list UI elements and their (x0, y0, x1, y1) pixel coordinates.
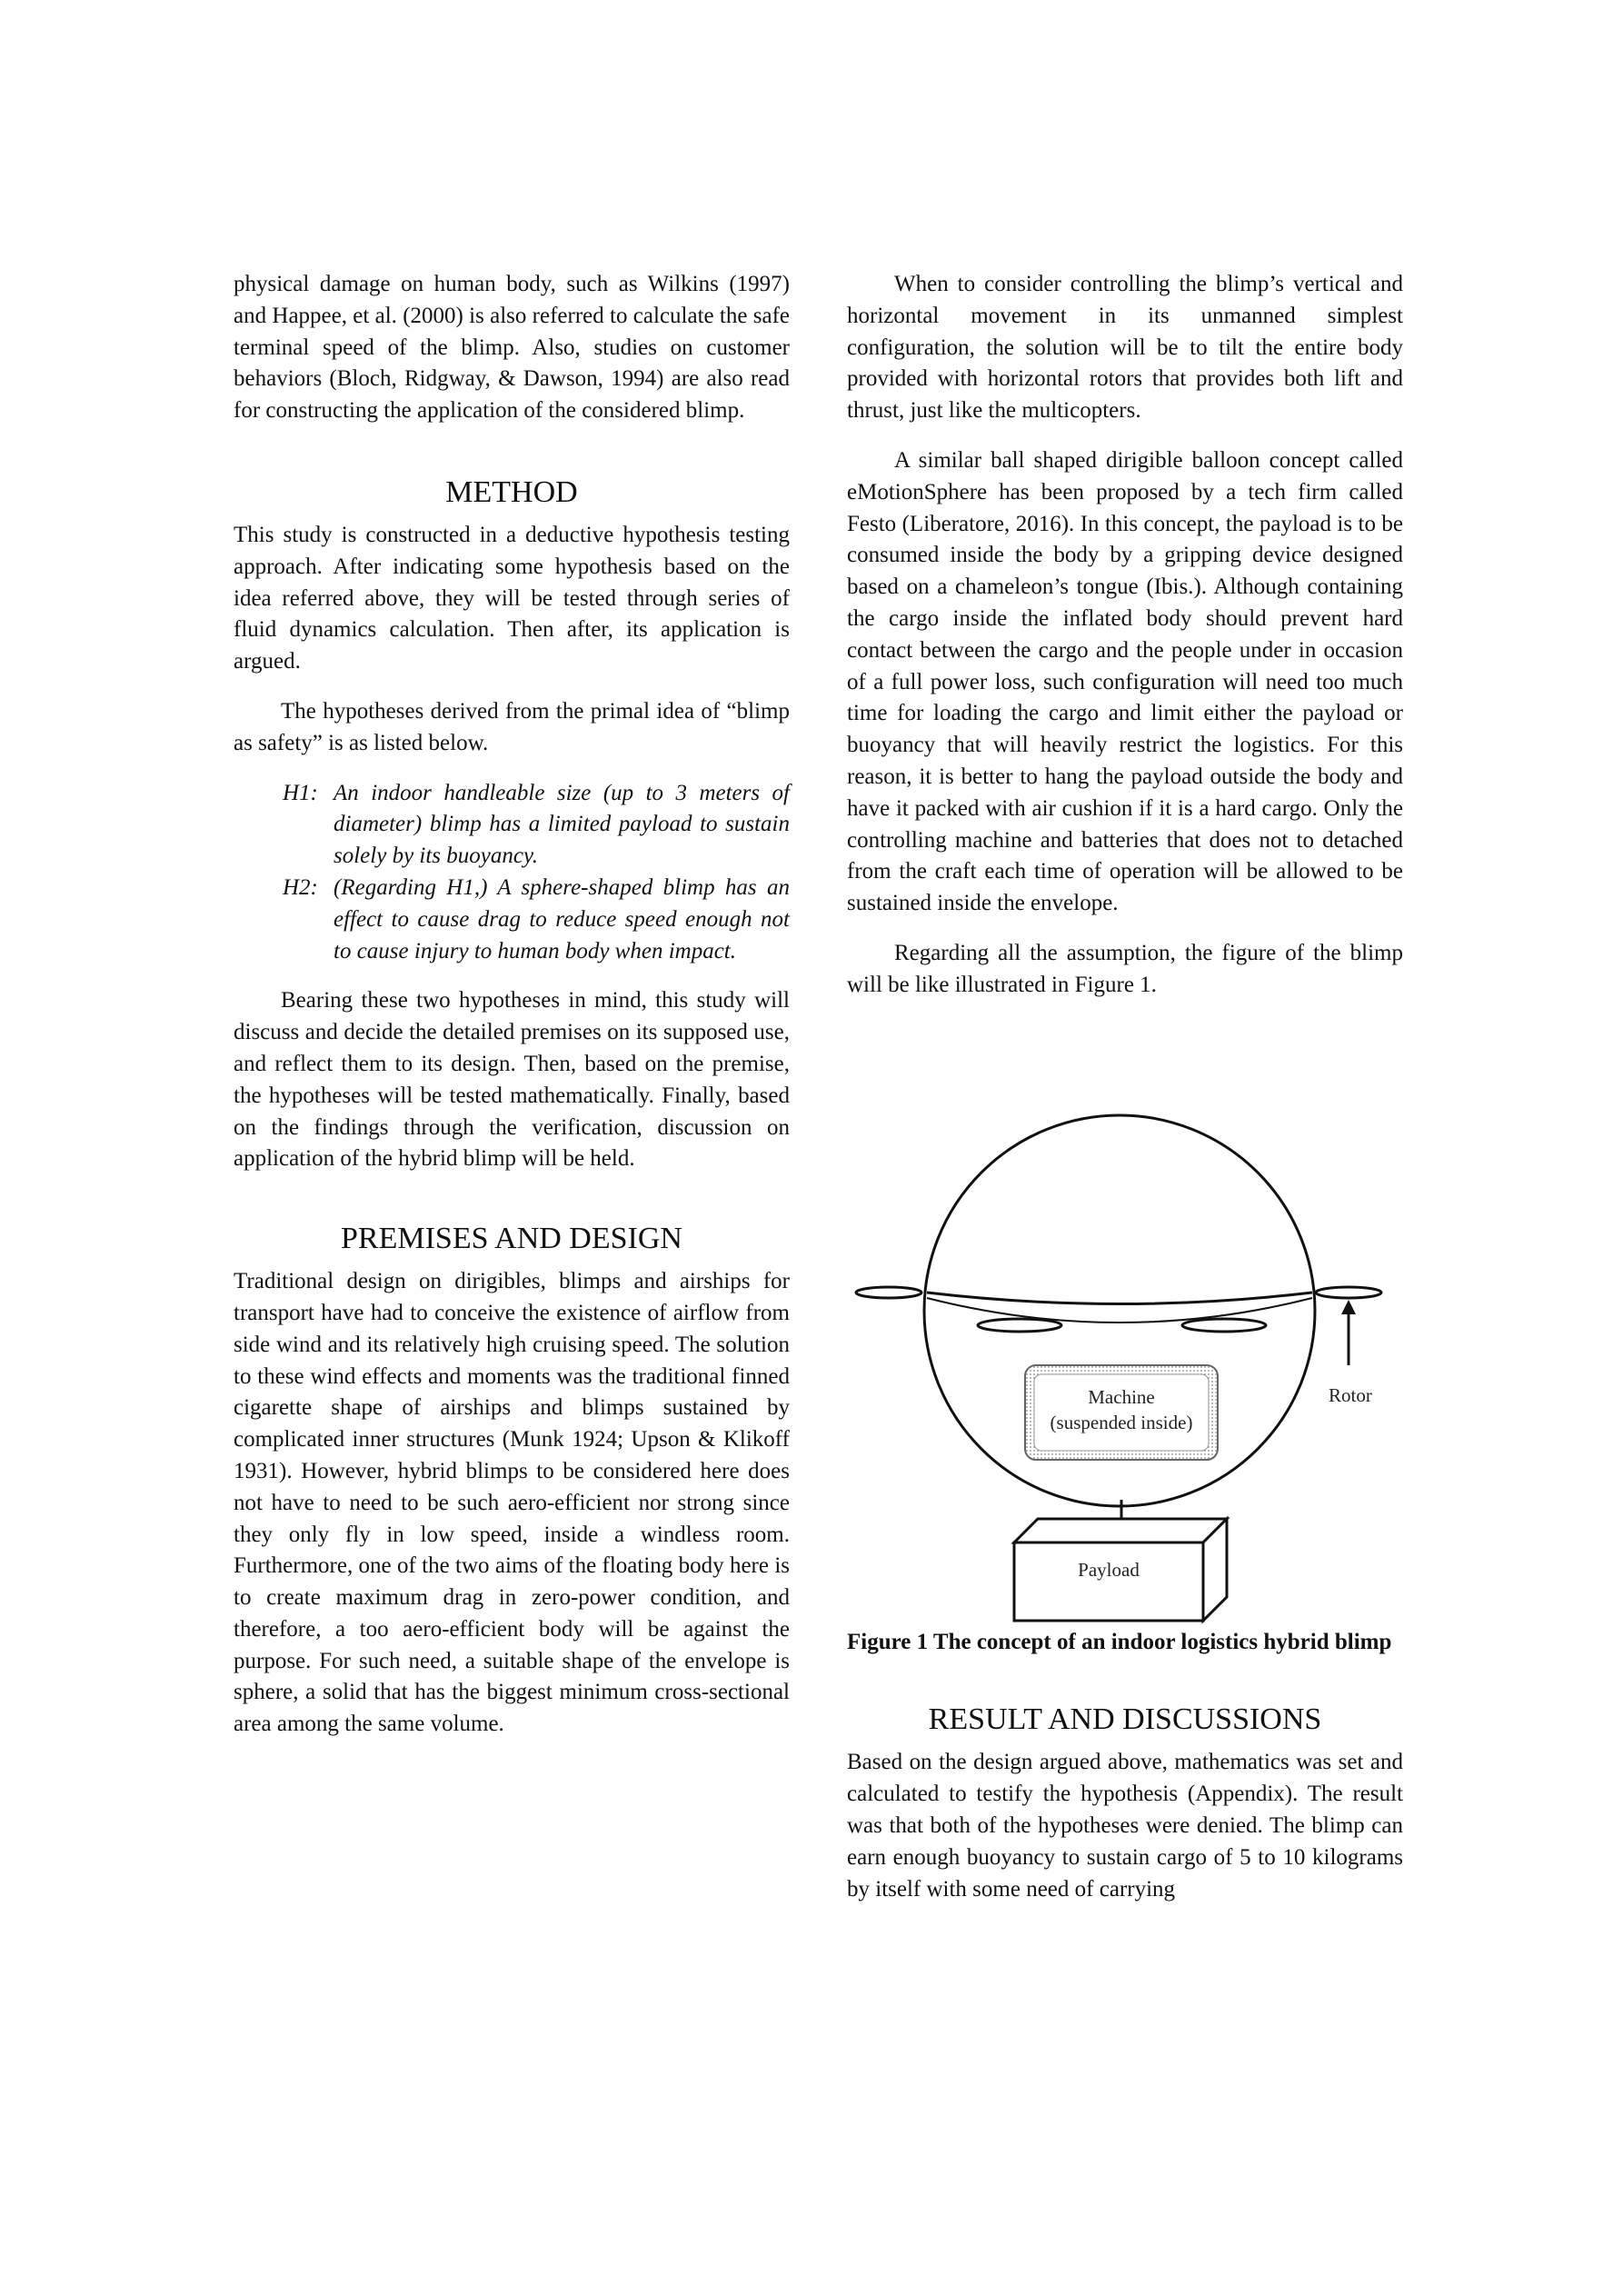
method-paragraph-2: The hypotheses derived from the primal idea of “blimp as safety” is as listed below. (234, 698, 790, 755)
hypothesis-label: H1: (283, 780, 318, 805)
payload-label: Payload (1078, 1558, 1140, 1581)
method-heading: METHOD (445, 474, 578, 509)
equator-band (927, 1293, 1312, 1304)
machine-label-line2: (suspended inside) (1050, 1411, 1193, 1433)
rotor-label: Rotor (1329, 1383, 1372, 1406)
hypothesis-h1 (283, 778, 790, 873)
premises-heading: PREMISES AND DESIGN (341, 1222, 682, 1256)
emotionsphere-paragraph: A similar ball shaped dirigible balloon concept called eMotionSphere has been proposed by a tech firm called Festo (Liberatore, 2016). In this concept, the payload is to be consumed inside the body by a gripping device designed based on a chameleon’s tongue (Ibis.). Although containing the cargo inside the inflated body should prevent hard contact between the cargo and the people under in occasion of a full power loss, such configuration will need too much time for loading the cargo and limit either the payload or buoyancy that will heavily restrict the logistics. For this reason, it is better to hang the payload outside the body and have it packed with air cushion if it is a hard cargo. Only the controlling machine and batteries that does not to detached from the craft each time of operation will be allowed to be sustained inside the envelope. (847, 447, 1403, 916)
rotor-pointer-arrowhead (1341, 1300, 1356, 1314)
rotor-left (856, 1287, 921, 1298)
premises-paragraph-1: Traditional design on dirigibles, blimps and airships for transport have had to conceive the existence of airflow from side wind and its relatively high cruising speed. The solution to these wind effects and moments was the traditional finned cigarette shape of airships and blimps sustained by complicated inner structures (Munk 1924; Upson & Klikoff 1931). However, hybrid blimps to be considered here does not have to need to be such aero-efficient nor strong since they only fly in low speed, inside a windless room. Furthermore, one of the two aims of the floating body here is to create maximum drag in zero-power condition, and therefore, a too aero-efficient body will be against the purpose. For such need, a suitable shape of the envelope is sphere, a solid that has the biggest minimum cross-sectional area among the same volume. (234, 1269, 790, 1737)
left-column (234, 269, 790, 1759)
figure-1-caption: Figure 1 The concept of an indoor logistics hybrid blimp (847, 1629, 1392, 1654)
payload-box-top (1014, 1519, 1227, 1542)
right-column (847, 269, 1403, 1923)
figure-1-blimp-diagram (847, 1020, 1403, 1581)
hypothesis-label: H2: (283, 874, 318, 900)
rotor-right (1316, 1287, 1381, 1298)
equator-band-lower (927, 1298, 1312, 1323)
method-paragraph-3: Bearing these two hypotheses in mind, this study will discuss and decide the detailed premises on its supposed use, and reflect them to its design. Then, based on the premise, the hypotheses will be tested mathematically. Finally, based on the findings through the verification, discussion on application of the hybrid blimp will be held. (234, 988, 790, 1172)
control-paragraph: When to consider controlling the blimp’s vertical and horizontal movement in its unmanned simplest configuration, the solution will be to tilt the entire body provided with horizontal rotors that provides both lift and thrust, just like the multicopters. (847, 272, 1403, 424)
results-paragraph-1: Based on the design argued above, mathematics was set and calculated to testify the hypothesis (Appendix). The result was that both of the hypotheses were denied. The blimp can earn enough buoyancy to sustain cargo of 5 to 10 kilograms by itself with some need of carrying (847, 1750, 1403, 1902)
payload-box-front (1014, 1542, 1203, 1621)
paragraph-intro-continued: physical damage on human body, such as Wilkins (1997) and Happee, et al. (2000) is also referred to calculate the safe terminal speed of the blimp. Also, studies on customer behaviors (Bloch, Ridgway, & Dawson, 1994) are also read for constructing the application of the considered blimp. (234, 272, 790, 424)
machine-label-line1: Machine (1088, 1385, 1155, 1408)
rotor-front-left (978, 1319, 1061, 1332)
hypothesis-h2 (283, 873, 790, 967)
hypothesis-list (234, 778, 790, 968)
rotor-front-right (1182, 1319, 1266, 1332)
assumption-paragraph: Regarding all the assumption, the figure of the blimp will be like illustrated in Figure 1. (847, 940, 1403, 997)
results-heading: RESULT AND DISCUSSIONS (928, 1702, 1322, 1737)
hypothesis-text: (Regarding H1,) A sphere-shaped blimp has an effect to cause drag to reduce speed enough not to cause injury to human body when impact. (334, 874, 790, 963)
hypothesis-text: An indoor handleable size (up to 3 meters of diameter) blimp has a limited payload to sustain solely by its buoyancy. (334, 780, 790, 869)
method-paragraph-1: This study is constructed in a deductive hypothesis testing approach. After indicating some hypothesis based on the idea referred above, they will be tested through series of fluid dynamics calculation. Then after, its application is argued. (234, 522, 790, 674)
